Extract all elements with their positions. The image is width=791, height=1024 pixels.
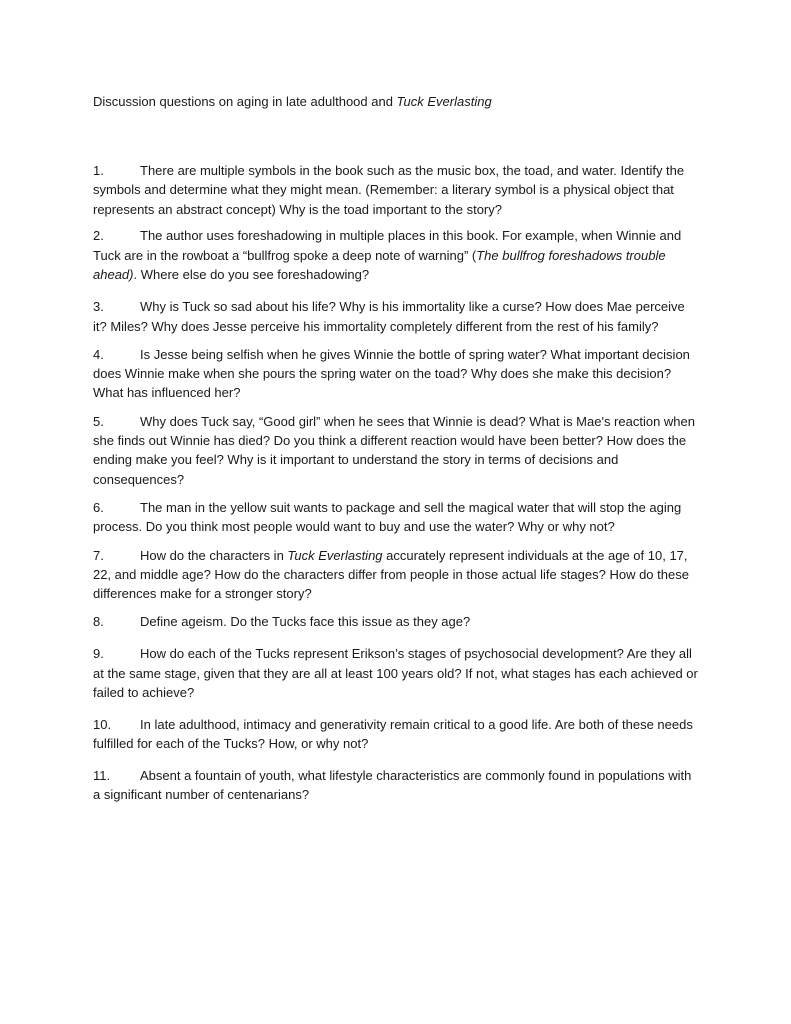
question-number: 4.: [93, 346, 104, 362]
question-text-end: accurately represent individuals at the age of 10, 17, 22, and middle age? How do the characters differ from people in those actual life stages? How do these differences make for a stronger story?: [93, 547, 689, 602]
question-text: There are multiple symbols in the book such as the music box, the toad, and water. Identify the symbols and determine what they might mean. (Remember: a literary symbol is a physical object that represents an abstract concept) Why is the toad important to the story?: [93, 163, 685, 217]
question-text: How do the characters in: [140, 547, 288, 563]
question-4: [93, 345, 701, 403]
question-text: How do each of the Tucks represent Erikson’s stages of psychosocial development? Are they all at the same stage, given that they are all at least 100 years old? If not, what stages has each achieved or failed to achieve?: [93, 645, 698, 701]
question-text: In late adulthood, intimacy and generativity remain critical to a good life. Are both of these needs fulfilled for each of the Tucks? How, or why not?: [93, 717, 693, 752]
title-book-name: Tuck Everlasting: [396, 94, 492, 109]
question-6: [93, 498, 701, 537]
question-8: [93, 612, 701, 631]
question-5: [93, 412, 701, 489]
document-page: [93, 92, 701, 804]
question-number: 3.: [93, 299, 104, 315]
question-text: The man in the yellow suit wants to package and sell the magical water that will stop the aging process. Do you think most people would want to buy and use the water? Why or why not?: [93, 499, 682, 535]
question-text: Is Jesse being selfish when he gives Winnie the bottle of spring water? What important decision does Winnie make when she pours the spring water on the toad? Why does she make this decision? What has influenced her?: [93, 346, 690, 401]
question-11: [93, 766, 701, 805]
question-number: 11.: [93, 767, 111, 783]
question-text-italic: Tuck Everlasting: [287, 547, 383, 563]
question-number: 7.: [93, 547, 104, 563]
question-text: The author uses foreshadowing in multiple places in this book. For example, when Winnie and Tuck are in the rowboat a “bullfrog spoke a deep note of warning” (: [93, 227, 682, 263]
question-text: Why does Tuck say, “Good girl” when he sees that Winnie is dead? What is Mae's reaction when she finds out Winnie has died? Do you think a different reaction would have been better? How does the ending make you feel? Why is it important to understand the story in terms of decisions and consequences?: [93, 413, 696, 487]
question-text: Absent a fountain of youth, what lifestyle characteristics are commonly found in populations with a significant number of centenarians?: [93, 767, 692, 803]
question-text-italic: The bullfrog foreshadows trouble ahead): [93, 247, 666, 283]
question-number: 10.: [93, 717, 112, 733]
question-text: Why is Tuck so sad about his life? Why is his immortality like a curse? How does Mae perceive it? Miles? Why does Jesse perceive his immortality completely different from the rest of his family?: [93, 299, 685, 334]
question-7: [93, 546, 701, 604]
question-number: 1.: [93, 163, 104, 178]
question-text-end: . Where else do you see foreshadowing?: [133, 267, 370, 283]
document-title: [93, 92, 701, 111]
question-number: 9.: [93, 645, 104, 661]
question-2: [93, 226, 701, 285]
question-number: 5.: [93, 413, 104, 429]
question-number: 2.: [93, 227, 104, 243]
question-1: [93, 161, 701, 219]
question-text: Define ageism. Do the Tucks face this issue as they age?: [140, 614, 471, 630]
title-text: Discussion questions on aging in late adulthood and: [93, 94, 397, 109]
question-number: 6.: [93, 499, 104, 515]
question-10: [93, 715, 701, 754]
question-3: [93, 297, 701, 336]
question-9: [93, 644, 701, 703]
question-number: 8.: [93, 614, 104, 630]
